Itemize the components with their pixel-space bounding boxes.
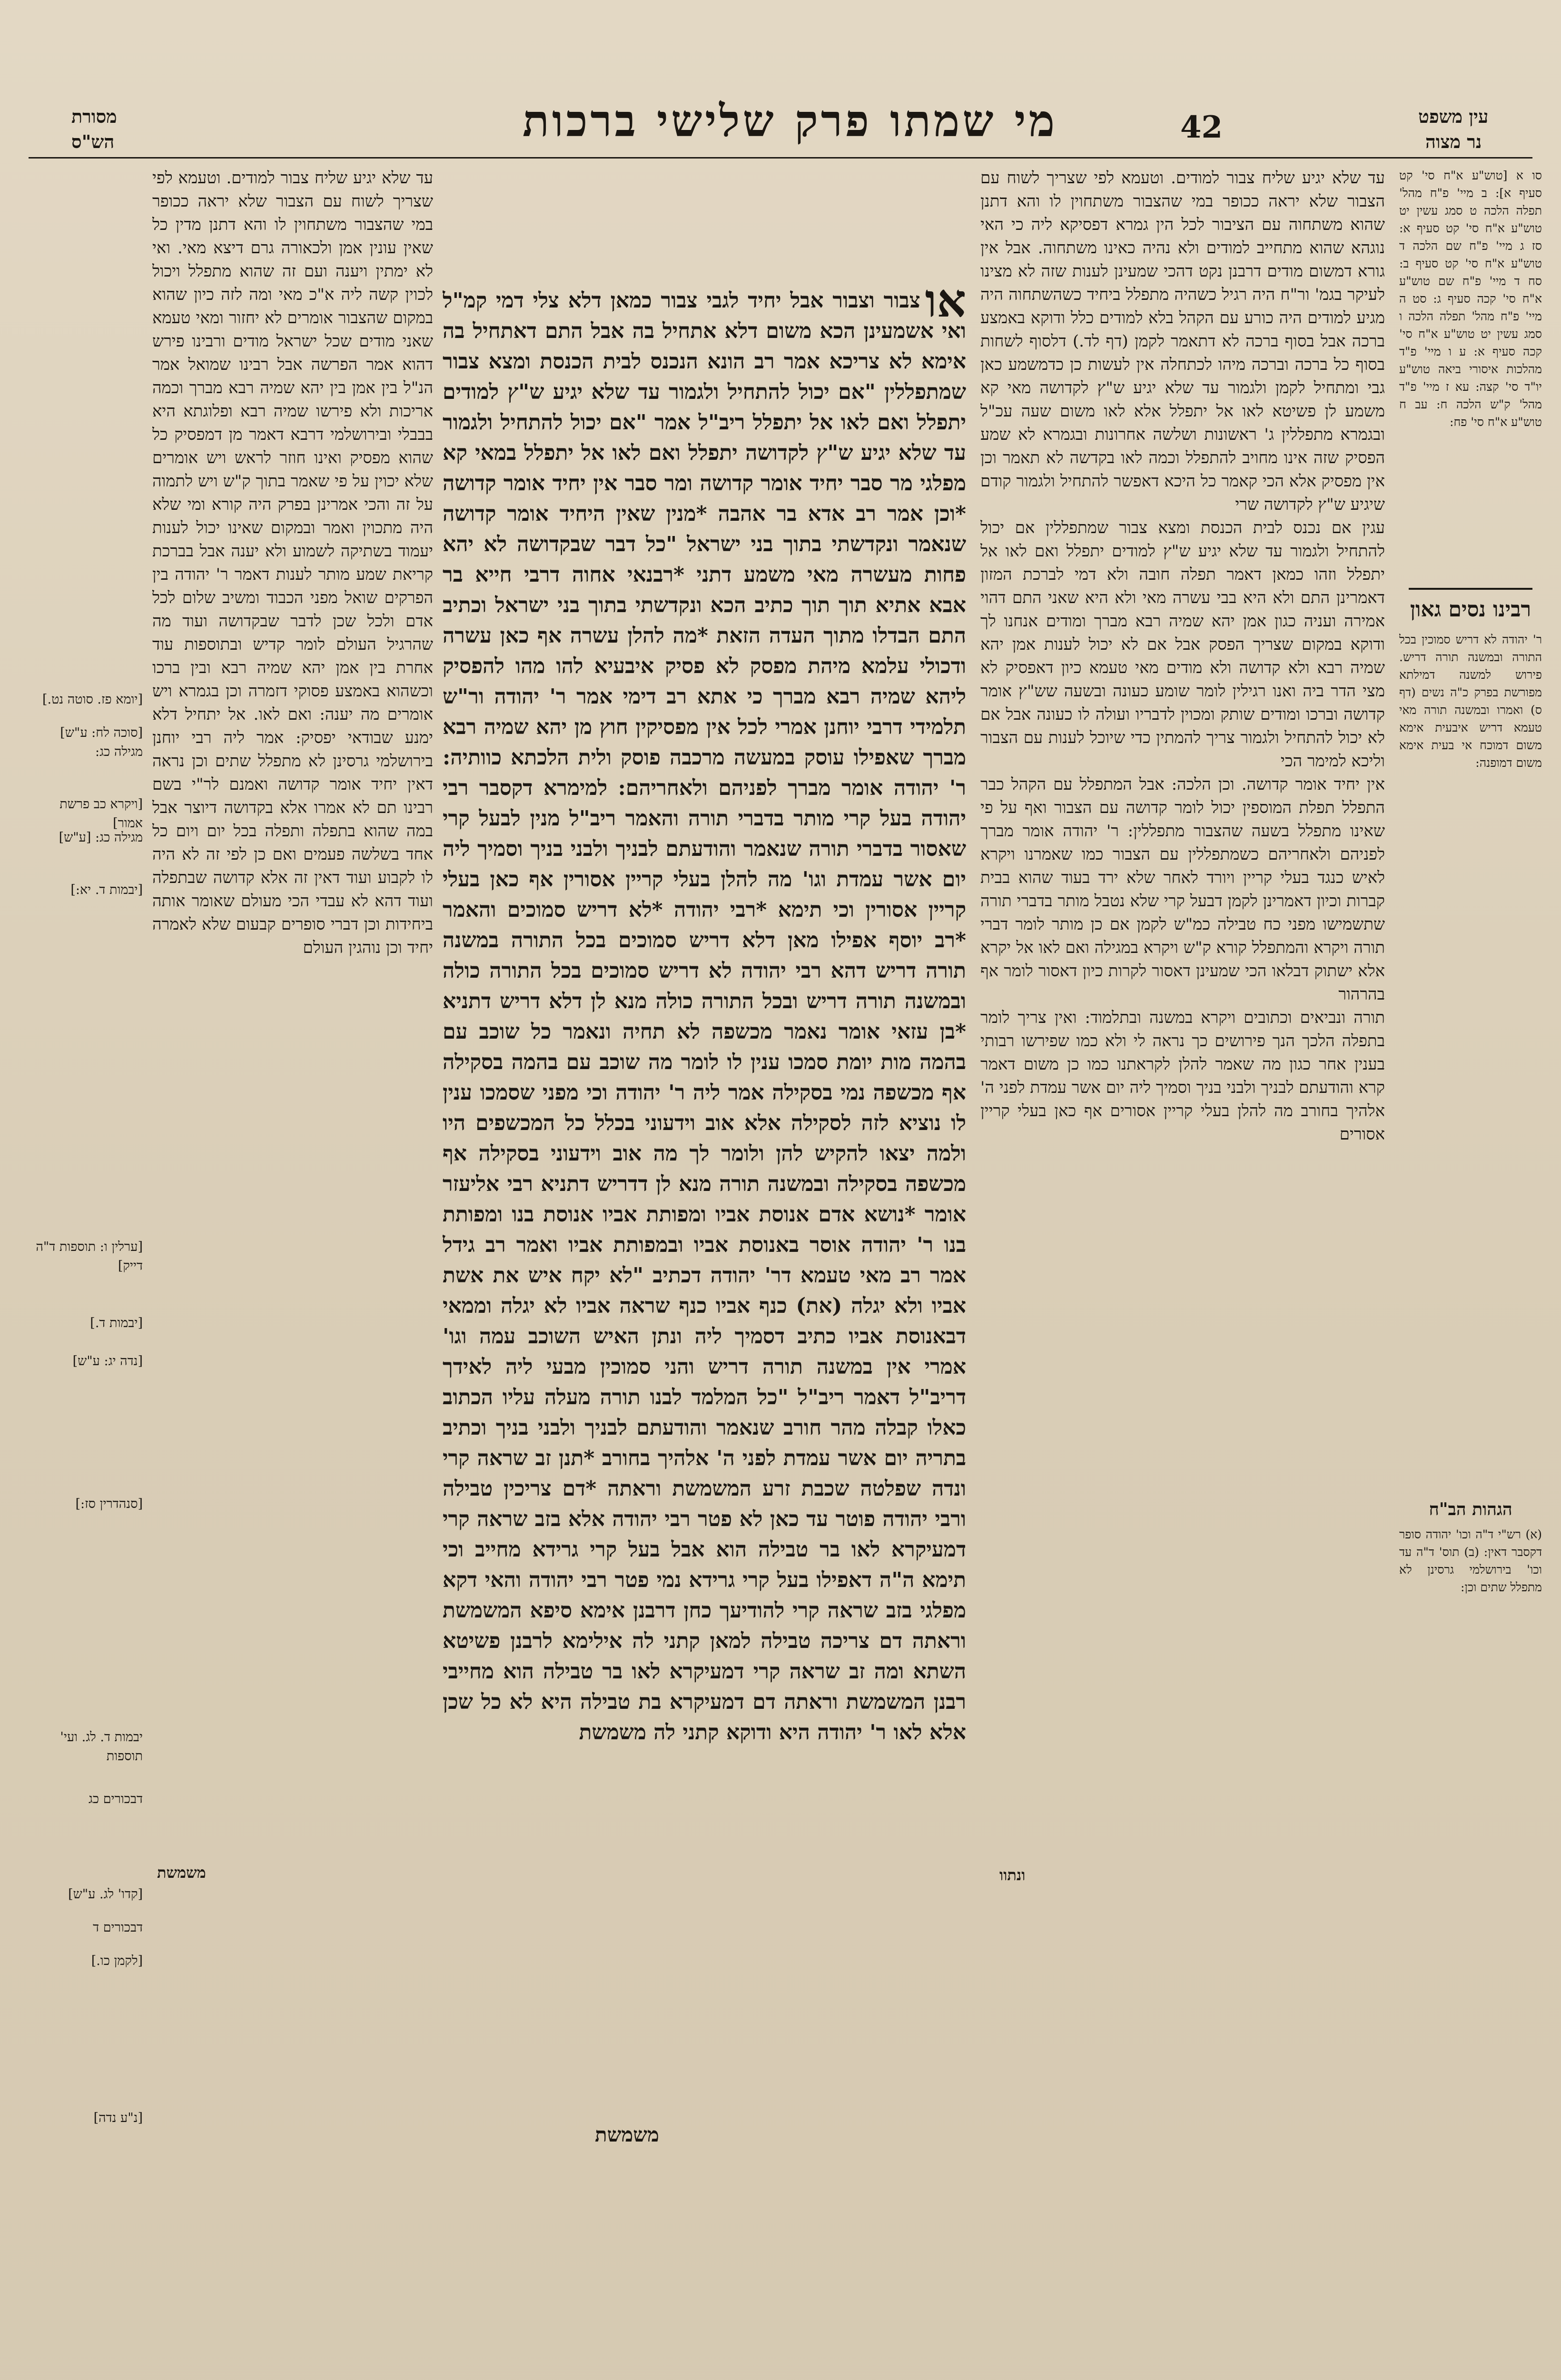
gemara-catchword: משמשת: [595, 2123, 659, 2146]
rashi-text-3: אין יחיד אומר קדושה. וכן הלכה: אבל המתפלל עם הקהל כבר התפלל תפלת המוספין יכול לומר קדושה עם הצבור ואף על פי שאינו מתפלל בשעה שהצבור מתפללין: ר' יהודה אומר מברך לפניהם ולאחריהם כשמתפללין עם הצבור כמו שאמרנו ויקרא לאיש כנגד בעלי קריין ויורד לאחר שלא ירד בעוד שהוא בבית קברות וכיון דאמרינן לקמן דבעל קרי שלא נטבל מותר בדברי תורה שתשמישו מפני כח טבילה כמ"ש לקמן אם כן מותר לומר דברי תורה ויקרא והמתפלל קורא ק"ש ויקרא במגילה ואם לאו אל יקרא אלא ישתוק דבלאו הכי שמעינן דאסור לקרות כיון דאסור לומר אף בהרהור: [980, 775, 1385, 1004]
masoret-note: [ערלין ו: תוספות ד"ה דייק]: [36, 1240, 143, 1273]
masoret-note: [לקמן כו.]: [91, 1954, 143, 1968]
gemara-opening-word: או: [925, 286, 966, 327]
left-margin-label-1: מסורת: [71, 106, 117, 127]
rabbeinu-nissim-column: [1399, 631, 1542, 897]
rashi-catchword: ונתוו: [999, 1866, 1026, 1884]
masoret-note: [יבמות ד. יא:]: [70, 883, 143, 897]
left-margin-label-2: הש"ס: [71, 131, 115, 152]
masoret-note: [ויקרא כב פרשת אמור]: [59, 797, 143, 831]
tosafot-text: עד שלא יגיע שליח צבור למודים. וטעמא לפי שצריך לשוח עם הצבור שלא יראה ככופר במי שהצבור משתחוין לו והא דתנן מדין כל שאין עונין אמן ולכאורה גרם דיצא מאי. ואי לא ימתין ויענה ועם זה שהוא מתפלל ויכול לכוין קשה ליה א"כ מאי ומה לזה כיון שהוא במקום שהצבור אומרים לא יחזור ומאי טעמא שאני מודים שכל ישראל מודים ורבינו פירש דהוא אמר הפרשה אבל רבינו שמואל אמר הנ"ל בין אמן בין יהא שמיה רבא מברך וכמה אריכות ולא פירשו שמיה רבא ופלוגתא היא בבבלי ובירושלמי דרבא דאמר מן דמפסיק כל שהוא מפסיק ואינו חוזר לראש ויש אומרים שלא יכוין על פי שאמר בתוך ק"ש ויש לתמוה על זה והכי אמרינן בפרק היה קורא ומי שלא היה מתכוין ואמר ובמקום שאינו יכול לענות יעמוד בשתיקה לשמוע ולא יענה אבל בברכת קריאת שמע מותר לענות דאמר ר' יהודה בין הפרקים שואל מפני הכבוד ומשיב שלום לכל אדם ולכל שכן לדבר שבקדושה ועוד מה שהרגיל העולם לומר קדיש ובתוספות עוד אחרת בין אמן יהא שמיה רבא ובין ברכו וכשהוא באמצע פסוקי דזמרה וכן בגמרא ויש אומרים מה יענה: ואם לאו. אל יתחיל דלא ימנע שבודאי יפסיק: אמר ליה רבי יוחנן בירושלמי גרסינן לא מתפלל שתים וכן נראה דאין יחיד אומר קדושה ואמנם לר"י בשם רבינו תם לא אמרו אלא בקדושה דיוצר אבל במה שהוא בתפלה ותפלה בכל יום ויום כל אחד בשלשה פעמים ואם כן לפי זה לא היה לו לקבוע ועוד דאין זה אלא קדושה שבתפלה ועוד דהא לא עבדי הכי מעולם שאומר אותה ביחידות וכן דברי סופרים קבעום שלא לאמרה יחיד וכן נוהגין העולם: [152, 169, 433, 957]
masoret-note: [נ"ע נדה]: [93, 2111, 143, 2125]
gemara-column: [443, 286, 966, 1856]
right-margin-label-2: נר מצוה: [1425, 131, 1482, 152]
masoret-note: [קדו' לג. ע"ש]: [68, 1887, 143, 1902]
masoret-note: דבכורים כג: [89, 1792, 143, 1806]
tosafot-column: [152, 167, 433, 1861]
rabbeinu-nissim-text: ר' יהודה לא דריש סמוכין בכל התורה ובמשנה תורה דריש. פירוש למשנה דמילתא מפורשת בפרק כ"ה נשים (דף ס) ואמרו ובמשנה תורה מאי טעמא דריש איבעית אימא משום דמוכח אי בעית אימא משום דמופנה:: [1399, 633, 1542, 770]
page-number: 42: [1180, 109, 1223, 145]
hagahot-title: הגהות הב"ח: [1429, 1499, 1512, 1519]
hagahot-text: (א) רש"י ד"ה וכו' יהודה סופר דקסבר דאין: (ב) תוס' ד"ה עד וכו' בירושלמי גרסינן לא מתפלל שתים וכן:: [1399, 1527, 1542, 1594]
masoret-note: [יומא פז. סוטה נט.]: [42, 692, 143, 707]
masoret-note: מגילה כג: [ע"ש]: [59, 830, 143, 845]
rashi-text-2: עגין אם נכנס לבית הכנסת ומצא צבור שמתפללין אם יכול להתחיל ולגמור עד שלא יגיע ש"ץ למודים יתפלל ואם לאו אל יתפלל וזהו כמאן דאמר תפלה חובה ולא דמי לברכת המזון דאמרינן התם ולא היא בבי עשרה מאי ולא היא שאני התם דהוי אמירה ועניה כגון אמן יהא שמיה רבא מברך ומודים אנחנו לך ודוקא במקום שצריך הפסק אבל אם לא יכול לענות אמן יהא שמיה רבא ולא קדושה ולא מודים מאי טעמא כיון דאפסיק לא מצי הדר ביה ואנו רגילין לומר שומע כעונה ובשעה שש"ץ אומר קדושה וברכו ומודים שותק ומכוין לדבריו ועולה לו כעונה אבל אם לא יכול להתחיל ולגמור צריך להמתין כדי שיוכל לענות עם הצבור וליכא למימר הכי: [980, 518, 1385, 771]
hagahot-column: [1399, 1526, 1542, 1678]
rashi-text-1: עד שלא יגיע שליח צבור למודים. וטעמא לפי שצריך לשוח עם הצבור שלא יראה ככופר במי שהצבור משתחוין לו והא דתנן שהוא משתחוה עם הציבור לכל הין גמרא דפסיקא ליה כי האי נוגהא שהוא מתחייב למודים ולא נהיה כאינו משתחוה. אבל אין גורא דמשום מודים דרבנן נקט דהכי שמעינן לענות שזה לא מצינו לעיקר בגמ' ור"ח היה רגיל כשהיה מתפלל ביחיד כשהשתחוה היה מגיע למודים היה כורע עם הקהל בלא למודים כלל ודוקא באמצע ברכה אבל בסוף ברכה לא דתאמר לקמן (דף לד.) דלסוף לשחות בסוף כל ברכה וברכה מיהו לכתחלה אין לעשות כן כדמשמע כאן גבי ומתחיל לקמן ולגמור עד שלא יגיע ש"ץ לקדושה מאי קא משמע לן פשיטא לאו אל יתפלל אלא לאו משום שעה עכ"ל ובגמרא מתפללין ג' ראשונות ושלשה אחרונות ובגמרא לא שמע הפסיק שזה אינו מחויב להתפלל וכמה לאו בקדשה לא תאמר וכן אין מפסיק אלא הכי קאמר כל היכא דאפשר להתחיל ולגמור קודם שיגיע ש"ץ לקדושה שרי: [980, 169, 1385, 514]
rashi-column: [980, 167, 1385, 1890]
masoret-note: [יבמות ד.]: [90, 1316, 143, 1330]
masoret-note: דבכורים ד: [93, 1920, 143, 1935]
tosafot-catchword: משמשת: [157, 1864, 206, 1882]
masoret-note: יבמות ד. לג. ועי' תוספות: [60, 1730, 143, 1764]
masoret-note: [נדה יג: ע"ש]: [72, 1354, 143, 1368]
rabbeinu-nissim-title: רבינו נסים גאון: [1410, 597, 1531, 622]
header-rule: [29, 157, 1532, 159]
page-title: מי שמתו פרק שלישי ברכות: [522, 95, 1058, 147]
nissim-ornament: [1409, 588, 1532, 590]
right-margin-label-1: עין משפט: [1418, 106, 1489, 127]
masoret-note: [סנהדרין סז:]: [75, 1497, 143, 1511]
masoret-note: [סוכה לח: ע"ש] מגילה כג:: [60, 725, 143, 759]
rashi-text-4: תורה ונביאים וכתובים ויקרא במשנה ובתלמוד: ואין צריך לומר בתפלה הלכך הנך פירושים כך נראה לי ולא כמו שפירשו רבותי בענין אחר כגון מה שאמר להלן לקראתנו כמו כן משום דאמר קרא והודעתם לבניך ולבני בניך וסמיך ליה יום אשר עמדת לפני ה' אלהיך בחורב מה להלן בעלי קריין אסורים אף כאן בעלי קריין אסורים: [980, 1008, 1385, 1144]
gemara-text: צבור וצבור אבל יחיד לגבי צבור כמאן דלא צלי דמי קמ"ל ואי אשמעינן הכא משום דלא אתחיל בה אבל התם דאתחיל בה אימא לא צריכא אמר רב הונא הנכנס לבית הכנסת ומצא צבור שמתפללין "אם יכול להתחיל ולגמור עד שלא יגיע ש"ץ למודים יתפלל ואם לאו אל יתפלל ריב"ל אמר "אם יכול להתחיל ולגמור עד שלא יגיע ש"ץ לקדושה יתפלל ואם לאו אל יתפלל במאי קא מפלגי מר סבר יחיד אומר קדושה ומר סבר אין יחיד אומר קדושה *וכן אמר רב אדא בר אהבה *מנין שאין היחיד אומר קדושה שנאמר ונקדשתי בתוך בני ישראל "כל דבר שבקדושה לא יהא פחות מעשרה מאי משמע דתני *רבנאי אחוה דרבי חייא בר אבא אתיא תוך תוך כתיב הכא ונקדשתי בתוך בני ישראל וכתיב התם הבדלו מתוך העדה הזאת *מה להלן עשרה אף כאן עשרה ודכולי עלמא מיהת מפסק לא פסיק איבעיא להו מהו להפסיק ליהא שמיה רבא מברך כי אתא רב דימי אמר ר' יהודה ור"ש תלמידי דרבי יוחנן אמרי לכל אין מפסיקין חוץ מן יהא שמיה רבא מברך שאפילו עוסק במעשה מרכבה פוסק ולית הלכתא כוותיה: ר' יהודה אומר מברך לפניהם ולאחריהם: למימרא דקסבר רבי יהודה בעל קרי מותר בדברי תורה והאמר ריב"ל מנין לבעל קרי שאסור בדברי תורה שנאמר והודעתם לבניך ולבני בניך וסמיך ליה יום אשר עמדת וגו' מה להלן בעלי קריין אסורין אף כאן בעלי קריין אסורין וכי תימא *רבי יהודה *לא דריש סמוכים והאמר *רב יוסף אפילו מאן דלא דריש סמוכים בכל התורה במשנה תורה דריש דהא רבי יהודה לא דריש סמוכים בכל התורה כולה ובמשנה תורה דריש ובכל התורה כולה מנא לן דלא דריש דתניא *בן עזאי אומר נאמר מכשפה לא תחיה ונאמר כל שוכב עם בהמה מות יומת סמכו ענין לו לומר מה שוכב עם בהמה בסקילה אף מכשפה נמי בסקילה אמר ליה ר' יהודה וכי מפני שסמכו ענין לו נוציא לזה לסקילה אלא אוב וידעוני בכלל כל המכשפים היו ולמה יצאו להקיש להן ולומר לך מה אוב וידעוני בסקילה אף מכשפה בסקילה ובמשנה תורה מנא לן דדריש דתניא רבי אליעזר אומר *נושא אדם אנוסת אביו ומפותת אביו אנוסת בנו ומפותת בנו ר' יהודה אוסר באנוסת אביו ובמפותת אביו ואמר רב גידל אמר רב מאי טעמא דר' יהודה דכתיב "לא יקח איש את אשת אביו ולא יגלה (את) כנף אביו כנף שראה אביו לא יגלה וממאי דבאנוסת אביו כתיב דסמיך ליה ונתן האיש השוכב עמה וגו' אמרי אין במשנה תורה דריש והני סמוכין מבעי ליה לאידך דריב"ל דאמר ריב"ל "כל המלמד לבנו תורה מעלה עליו הכתוב כאלו קבלה מהר חורב שנאמר והודעתם לבניך ולבני בניך וכתיב בתריה יום אשר עמדת לפני ה' אלהיך בחורב *תנן זב שראה קרי ונדה שפלטה שכבת זרע המשמשת וראתה *דם צריכין טבילה ורבי יהודה פוטר עד כאן לא פטר רבי יהודה אלא בזב שראה קרי דמעיקרא לאו בר טבילה הוא אבל בעל קרי גרידא מחייב וכי תימא ה"ה דאפילו בעל קרי גרידא נמי פטר רבי יהודה והאי דקא מפלגי בזב שראה קרי להודיעך כחן דרבנן אימא סיפא המשמשת וראתה דם צריכה טבילה למאן קתני לה אילימא לרבנן פשיטא השתא ומה זב שראה קרי דמעיקרא לאו בר טבילה הוא מחייבי רבנן המשמשת וראתה דם דמעיקרא בת טבילה היא לא כל שכן אלא לאו ר' יהודה היא ודוקא קתני לה משמשת: [443, 288, 966, 1745]
ein-mishpat-text: סו א [טוש"ע א"ח סי' קט סעיף א]: ב מיי' פ"ח מהל' תפלה הלכה ט סמג עשין יט טוש"ע א"ח סי' קט סעיף א: סז ג מיי' פ"ח שם הלכה ד טוש"ע א"ח סי' קט סעיף ב: סח ד מיי' פ"ח שם טוש"ע א"ח סי' קכה סעיף ג: סט ה מיי' פ"ח מהל' תפלה הלכה ו סמג עשין יט טוש"ע א"ח סי' קכה סעיף א: ע ו מיי' פ"ד מהלכות איסורי ביאה טוש"ע יו"ד סי' קצה: עא ז מיי' פ"ד מהל' ק"ש הלכה ח: עב ח טוש"ע א"ח סי' פח:: [1399, 169, 1542, 429]
